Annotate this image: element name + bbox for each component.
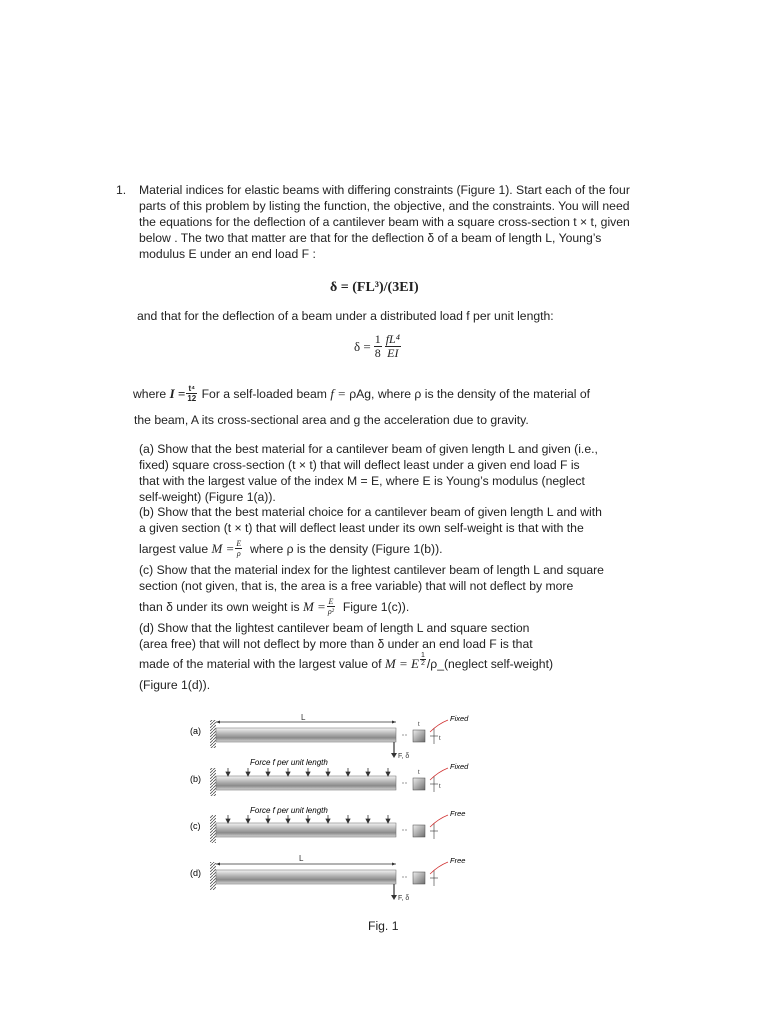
cross-section: [413, 730, 425, 742]
figure-row-d: [190, 854, 465, 902]
distributed-load-arrows: [226, 815, 390, 823]
wall-support: [210, 720, 216, 748]
intro-paragraph: [139, 182, 630, 262]
intro-line: the equations for the deflection of a cantilever beam with a square cross-section t × t, given: [139, 215, 630, 229]
eq2-lhs: δ =: [354, 338, 371, 354]
index-exponent-frac: [420, 652, 426, 667]
beam: [216, 870, 396, 884]
eq2-frac2-num: fL⁴: [385, 332, 400, 346]
intro-line: Material indices for elastic beams with differing constraints (Figure 1). Start each of the four: [139, 183, 630, 197]
arrowhead: [392, 863, 396, 866]
figure-row-a: [190, 713, 469, 760]
i-frac-num: t⁴: [186, 384, 197, 394]
part-b-line: (b) Show that the best material choice for a cantilever beam of given length L and with: [139, 505, 602, 519]
beam: [216, 728, 396, 742]
index-m-label: M =: [211, 540, 235, 556]
arrowhead: [216, 721, 220, 724]
moment-of-inertia-label: I =: [169, 385, 186, 401]
intro-line: parts of this problem by listing the function, the objective, and the constraints. You will need: [139, 199, 630, 213]
figure-1-cantilever-beams: [180, 710, 480, 910]
cross-section: [413, 778, 425, 790]
constraint-annotation: Free: [450, 856, 466, 865]
part-d-text-2: /ρ_(neglect self-weight): [426, 657, 554, 671]
row-label: (a): [190, 726, 201, 736]
row-label: (c): [190, 821, 201, 831]
annotation-pointer: [430, 720, 448, 732]
density-text: ρAg, where ρ is the density of the material of: [349, 386, 591, 401]
part-c-text: than δ under its own weight is: [139, 599, 303, 614]
part-a: [139, 441, 598, 505]
arrowhead: [391, 753, 397, 758]
arrowhead: [216, 863, 220, 866]
eq2-frac1-den: 8: [374, 346, 381, 360]
wall-support: [210, 815, 216, 843]
part-b-line: a given section (t × t) that will deflect least under its own self-weight is that with the: [139, 521, 584, 535]
annotation-pointer: [430, 862, 448, 874]
index-m-label: M = E: [384, 656, 419, 671]
part-a-line: fixed) square cross-section (t × t) that will deflect least under a given end load F is: [139, 458, 580, 472]
index-m-frac: [235, 539, 242, 558]
wall-support: [210, 768, 216, 796]
part-c-line: (c) Show that the material index for the lightest cantilever beam of length L and square: [139, 563, 604, 577]
self-loaded-text: For a self-loaded beam: [198, 386, 331, 401]
f-equation-label: f =: [330, 385, 350, 401]
distributed-load-label: Force f per unit length: [250, 758, 328, 767]
part-c-text-2: Figure 1(c)).: [336, 599, 410, 614]
frac-num: E: [236, 539, 242, 548]
part-b-text: largest value: [139, 541, 212, 556]
index-m-label: M =: [302, 598, 326, 614]
annotation-pointer: [430, 768, 448, 780]
i-frac-den: 12: [187, 394, 197, 403]
distributed-load-arrows: [226, 768, 390, 776]
figure-caption: Fig. 1: [368, 919, 399, 933]
row-label: (b): [190, 774, 201, 784]
distributed-load-text: and that for the deflection of a beam under a distributed load f per unit length:: [137, 309, 554, 323]
where-text: where: [133, 386, 170, 401]
exp-den: 2: [420, 659, 425, 667]
exp-num: 1: [420, 651, 425, 659]
cross-section: [413, 825, 425, 837]
index-m-frac: [327, 597, 335, 616]
part-a-line: (a) Show that the best material for a cantilever beam of given length L and given (i.e.,: [139, 442, 598, 456]
t-label: t: [418, 722, 420, 728]
part-c: [139, 562, 604, 594]
part-d-text: made of the material with the largest value of: [139, 657, 385, 671]
part-d-tail: (Figure 1(d)).: [139, 678, 211, 692]
problem-number: 1.: [116, 183, 127, 197]
part-a-line: self-weight) (Figure 1(a)).: [139, 490, 276, 504]
t-label: t: [418, 770, 420, 776]
equation-distributed-load: [354, 333, 401, 360]
frac-den: ρ: [236, 549, 241, 558]
eq2-frac2-den: EI: [387, 346, 399, 360]
moment-of-inertia-frac: [186, 384, 197, 403]
part-d-line: (d) Show that the lightest cantilever beam of length L and square section: [139, 621, 530, 635]
constraint-annotation: Fixed: [450, 714, 469, 723]
arrowhead: [392, 721, 396, 724]
frac-num: E: [328, 597, 334, 606]
t-label: t: [439, 784, 441, 790]
length-label: L: [301, 713, 306, 722]
part-c-line: section (not given, that is, the area is a free variable) that will not deflect by more: [139, 579, 574, 593]
part-d-line: (area free) that will not deflect by more than δ under an end load F is that: [139, 637, 533, 651]
part-d: [139, 620, 533, 652]
eq2-frac-fl4-ei: [385, 333, 401, 360]
part-b-text-2: where ρ is the density (Figure 1(b)).: [243, 541, 443, 556]
annotation-pointer: [430, 815, 448, 827]
figure-row-b: [190, 758, 469, 796]
t-label: t: [439, 736, 441, 742]
part-b-last-line: [139, 539, 443, 558]
intro-line: modulus E under an end load F :: [139, 247, 316, 261]
arrowhead: [391, 895, 397, 900]
beam: [216, 823, 396, 837]
load-label: F, δ: [398, 895, 410, 902]
frac-den: ρ²: [327, 607, 335, 616]
beam: [216, 776, 396, 790]
figure-row-c: [190, 806, 465, 843]
wall-support: [210, 862, 216, 890]
intro-line: below . The two that matter are that for the deflection δ of a beam of length L, Young’s: [139, 231, 602, 245]
eq2-frac-1-8: [374, 333, 382, 360]
row-label: (d): [190, 868, 201, 878]
distributed-load-label: Force f per unit length: [250, 806, 328, 815]
eq2-frac1-num: 1: [374, 332, 381, 346]
length-label: L: [299, 854, 304, 863]
cross-section: [413, 872, 425, 884]
where-line-2: the beam, A its cross-sectional area and g the acceleration due to gravity.: [134, 413, 529, 427]
constraint-annotation: Free: [450, 809, 466, 818]
part-b: [139, 504, 602, 536]
part-a-line: that with the largest value of the index M = E, where E is Young’s modulus (neglect: [139, 474, 585, 488]
part-c-last-line: [139, 597, 409, 616]
constraint-annotation: Fixed: [450, 762, 469, 771]
equation-end-load: δ = (FL³)/(3EI): [330, 280, 419, 295]
where-line: [133, 384, 590, 403]
part-d-last-line: [139, 651, 554, 672]
load-label: F, δ: [398, 753, 410, 760]
